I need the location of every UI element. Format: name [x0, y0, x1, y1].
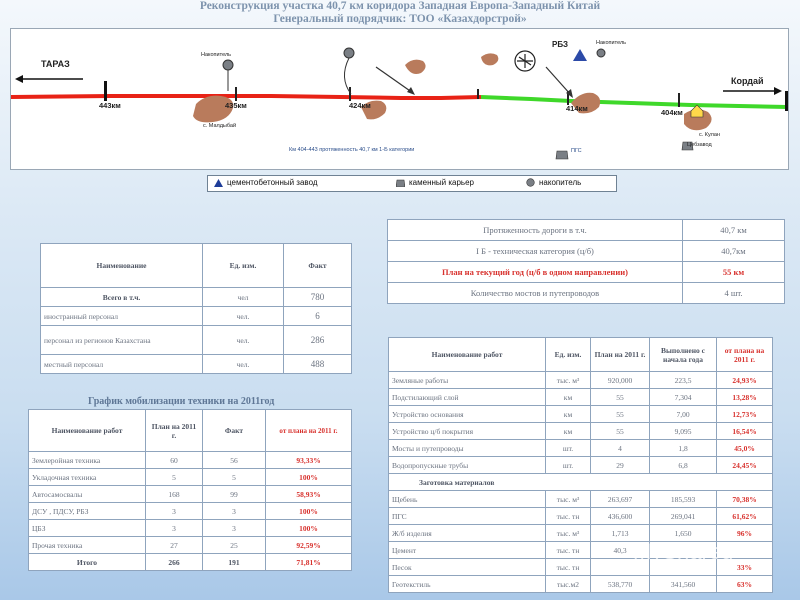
road-info-row [388, 241, 785, 262]
mobilization-pct: 93,33% [266, 452, 352, 469]
works-row [389, 440, 773, 457]
mobilization-header-pct: от плана на 2011 г. [266, 410, 352, 452]
works-name: Песок [389, 559, 546, 576]
legend-quarry-label: каменный карьер [409, 178, 474, 187]
works-done: 185,593 [650, 491, 717, 508]
mobilization-table [28, 409, 352, 571]
works-plan: 538,770 [591, 576, 650, 593]
works-header-pct: от плана на 2011 г. [717, 338, 773, 372]
mobilization-row [29, 486, 352, 503]
works-material-row [389, 491, 773, 508]
works-section-row [389, 474, 773, 491]
works-unit: тыс. тн [546, 542, 591, 559]
works-header-plan: План на 2011 г. [591, 338, 650, 372]
mobilization-plan: 27 [146, 537, 203, 554]
mobilization-plan: 3 [146, 503, 203, 520]
works-row [389, 406, 773, 423]
personnel-fact: 286 [284, 326, 352, 355]
works-name: Устройство основания [389, 406, 546, 423]
storage-marker-3 [597, 49, 605, 57]
mobilization-pct: 58,93% [266, 486, 352, 503]
works-done: 7,00 [650, 406, 717, 423]
legend-item-storage [526, 178, 581, 187]
works-pct: 24,93% [717, 372, 773, 389]
works-name: Ж/б изделия [389, 525, 546, 542]
mobilization-plan: 3 [146, 520, 203, 537]
works-plan: 55 [591, 389, 650, 406]
personnel-row [41, 307, 352, 326]
works-unit: шт. [546, 457, 591, 474]
road-green-segment [481, 97, 787, 107]
quarry-icon [396, 179, 405, 187]
works-pct: 61,62% [717, 508, 773, 525]
mobilization-total-row [29, 554, 352, 571]
works-pct: 12,73% [717, 406, 773, 423]
works-unit: км [546, 389, 591, 406]
watermark: MyShared [633, 539, 734, 564]
mobilization-pct: 100% [266, 503, 352, 520]
page-subtitle: Генеральный подрядчик: ТОО «Казахдорстрой» [273, 13, 527, 25]
personnel-fact: 780 [284, 288, 352, 307]
mobilization-fact: 5 [203, 469, 266, 486]
road-info-value: 40,7км [683, 241, 785, 262]
legend-item-cement [214, 178, 318, 187]
works-unit: км [546, 406, 591, 423]
label-km-424: 424км [349, 101, 371, 110]
legend-storage-label: накопитель [539, 178, 582, 187]
mobilization-pct: 100% [266, 469, 352, 486]
label-storage-2: Накопитель [596, 40, 627, 46]
works-row [389, 457, 773, 474]
storage-circle-icon [526, 178, 535, 187]
works-done: 269,041 [650, 508, 717, 525]
mobilization-title: График мобилизации техники на 2011год [88, 396, 275, 407]
road-info-value: 55 км [683, 262, 785, 283]
start-marker [104, 81, 107, 101]
personnel-unit: чел. [203, 355, 284, 374]
mobilization-name: Землеройная техника [29, 452, 146, 469]
mobilization-name: Автосамосвалы [29, 486, 146, 503]
mobilization-row [29, 537, 352, 554]
personnel-row [41, 288, 352, 307]
label-korday: Кордай [731, 76, 764, 86]
mobilization-header-name: Наименование работ [29, 410, 146, 452]
mobilization-name: Укладочная техника [29, 469, 146, 486]
mobilization-plan: 60 [146, 452, 203, 469]
works-done: 341,560 [650, 576, 717, 593]
works-name: Цемент [389, 542, 546, 559]
works-done: 9,095 [650, 423, 717, 440]
road-info-label: План на текущий год (ц/б в одном направлении) [388, 262, 683, 283]
rbz-triangle [573, 49, 587, 61]
mobilization-header-row [29, 410, 352, 452]
road-info-row [388, 283, 785, 304]
village-top-area [405, 60, 426, 74]
mobilization-pct: 92,59% [266, 537, 352, 554]
transport-arrow-2 [546, 67, 571, 95]
works-unit: тыс.м2 [546, 576, 591, 593]
page-title: Реконструкция участка 40,7 км коридора Западная Европа-Западный Китай [199, 0, 601, 12]
works-done: 7,304 [650, 389, 717, 406]
works-done: 1,8 [650, 440, 717, 457]
label-pgs: ПГС [571, 148, 582, 154]
korday-arrow-head [774, 87, 782, 95]
mobilization-pct: 100% [266, 520, 352, 537]
label-km-404: 404км [661, 108, 683, 117]
label-storage-1: Накопитель [201, 52, 232, 58]
works-pct: 16,54% [717, 423, 773, 440]
works-unit: тыс. м³ [546, 372, 591, 389]
works-plan: 263,697 [591, 491, 650, 508]
works-done: 1,650 [650, 525, 717, 542]
works-header-unit: Ед. изм. [546, 338, 591, 372]
works-header-name: Наименование работ [389, 338, 546, 372]
works-plan: 4 [591, 440, 650, 457]
road-info-table [387, 219, 785, 304]
works-plan: 29 [591, 457, 650, 474]
label-village-mandybai: с. Малдыбай [203, 123, 237, 129]
mobilization-row [29, 520, 352, 537]
mobilization-total-plan: 266 [146, 554, 203, 571]
works-pct: 70,38% [717, 491, 773, 508]
mobilization-name: Прочая техника [29, 537, 146, 554]
mobilization-header-plan: План на 2011 г. [146, 410, 203, 452]
personnel-unit: чел. [203, 307, 284, 326]
works-name: Устройство ц/б покрытия [389, 423, 546, 440]
km-tick-mid [477, 89, 479, 99]
mobilization-row [29, 469, 352, 486]
personnel-header-name: Наименование [41, 244, 203, 288]
road-info-value: 4 шт. [683, 283, 785, 304]
works-unit: тыс. м³ [546, 491, 591, 508]
works-name: Мосты и путепроводы [389, 440, 546, 457]
works-plan: 55 [591, 423, 650, 440]
personnel-name: местный персонал [41, 355, 203, 374]
road-info-row-highlight [388, 262, 785, 283]
works-pct: 63% [717, 576, 773, 593]
works-done: 223,5 [650, 372, 717, 389]
map-legend [207, 175, 617, 192]
works-unit: шт. [546, 440, 591, 457]
mobilization-plan: 5 [146, 469, 203, 486]
label-cement-plant: Цебзавод [687, 142, 712, 148]
personnel-header-unit: Ед. изм. [203, 244, 284, 288]
works-section-title: Заготовка материалов [389, 474, 773, 491]
km-tick-404 [678, 93, 680, 107]
personnel-table [40, 243, 352, 374]
taraz-arrow-head [15, 75, 23, 83]
works-name: Геотекстиль [389, 576, 546, 593]
personnel-header-row [41, 244, 352, 288]
works-name: Земляные работы [389, 372, 546, 389]
works-header-done: Выполнено с начала года [650, 338, 717, 372]
personnel-fact: 6 [284, 307, 352, 326]
road-info-label: Количество мостов и путепроводов [388, 283, 683, 304]
legend-cement-label: цементобетонный завод [227, 178, 318, 187]
map-caption: Км 404-443 протяженность 40,7 км 1-Б категории [289, 147, 415, 153]
label-km-435: 435км [225, 101, 247, 110]
label-rbz: РБЗ [552, 40, 568, 49]
mobilization-header-fact: Факт [203, 410, 266, 452]
personnel-row [41, 326, 352, 355]
works-name: Щебень [389, 491, 546, 508]
mobilization-fact: 3 [203, 520, 266, 537]
cement-triangle-icon [214, 179, 223, 187]
works-unit: тыс. тн [546, 508, 591, 525]
mobilization-name: ДСУ , ПДСУ, РБЗ [29, 503, 146, 520]
label-km-414: 414км [566, 104, 588, 113]
works-pct: 33% [717, 559, 773, 576]
personnel-name: персонал из регионов Казахстана [41, 326, 203, 355]
works-row [389, 372, 773, 389]
storage-marker-2 [344, 48, 354, 58]
personnel-unit: чел [203, 288, 284, 307]
works-header-row [389, 338, 773, 372]
works-plan: 920,000 [591, 372, 650, 389]
mobilization-row [29, 452, 352, 469]
personnel-name: иностранный персонал [41, 307, 203, 326]
mobilization-fact: 25 [203, 537, 266, 554]
works-unit: тыс. тн [546, 559, 591, 576]
mobilization-fact: 99 [203, 486, 266, 503]
works-row [389, 423, 773, 440]
mobilization-total-pct: 71,81% [266, 554, 352, 571]
works-pct: 45,0% [717, 440, 773, 457]
village-top2-area [481, 53, 498, 65]
road-info-value: 40,7 км [683, 220, 785, 241]
road-info-label: I Б - техническая категория (ц/б) [388, 241, 683, 262]
works-plan: 1,713 [591, 525, 650, 542]
road-red-segment [11, 96, 481, 98]
transport-arrow-1 [376, 67, 413, 93]
personnel-row [41, 355, 352, 374]
pgs-quarry-icon [556, 151, 568, 159]
works-name: Водопропускные трубы [389, 457, 546, 474]
works-pct: 96% [717, 525, 773, 542]
mobilization-fact: 3 [203, 503, 266, 520]
works-material-row [389, 508, 773, 525]
works-unit: тыс. м³ [546, 525, 591, 542]
works-plan: 55 [591, 406, 650, 423]
end-marker [785, 91, 788, 111]
mobilization-plan: 168 [146, 486, 203, 503]
works-material-row [389, 576, 773, 593]
works-plan: 40,3 [591, 542, 650, 559]
personnel-unit: чел. [203, 326, 284, 355]
personnel-name: Всего в т.ч. [41, 288, 203, 307]
works-name: ПГС [389, 508, 546, 525]
label-taraz: ТАРАЗ [41, 59, 70, 69]
works-pct: 24,45% [717, 457, 773, 474]
mobilization-name: ЦБЗ [29, 520, 146, 537]
personnel-header-fact: Факт [284, 244, 352, 288]
works-name: Подстилающий слой [389, 389, 546, 406]
road-info-label: Протяженность дороги в т.ч. [388, 220, 683, 241]
works-pct: 13,28% [717, 389, 773, 406]
mobilization-total-name: Итого [29, 554, 146, 571]
mobilization-fact: 56 [203, 452, 266, 469]
works-unit: км [546, 423, 591, 440]
storage-marker-1 [223, 60, 233, 70]
label-km-443: 443км [99, 101, 121, 110]
works-plan: 436,600 [591, 508, 650, 525]
mobilization-row [29, 503, 352, 520]
label-village-kulan: с. Кулан [699, 132, 720, 138]
route-map [10, 28, 789, 170]
mobilization-total-fact: 191 [203, 554, 266, 571]
works-row [389, 389, 773, 406]
works-done: 6,8 [650, 457, 717, 474]
legend-item-quarry [396, 178, 474, 187]
personnel-fact: 488 [284, 355, 352, 374]
road-info-row [388, 220, 785, 241]
km-tick-435 [235, 87, 237, 101]
